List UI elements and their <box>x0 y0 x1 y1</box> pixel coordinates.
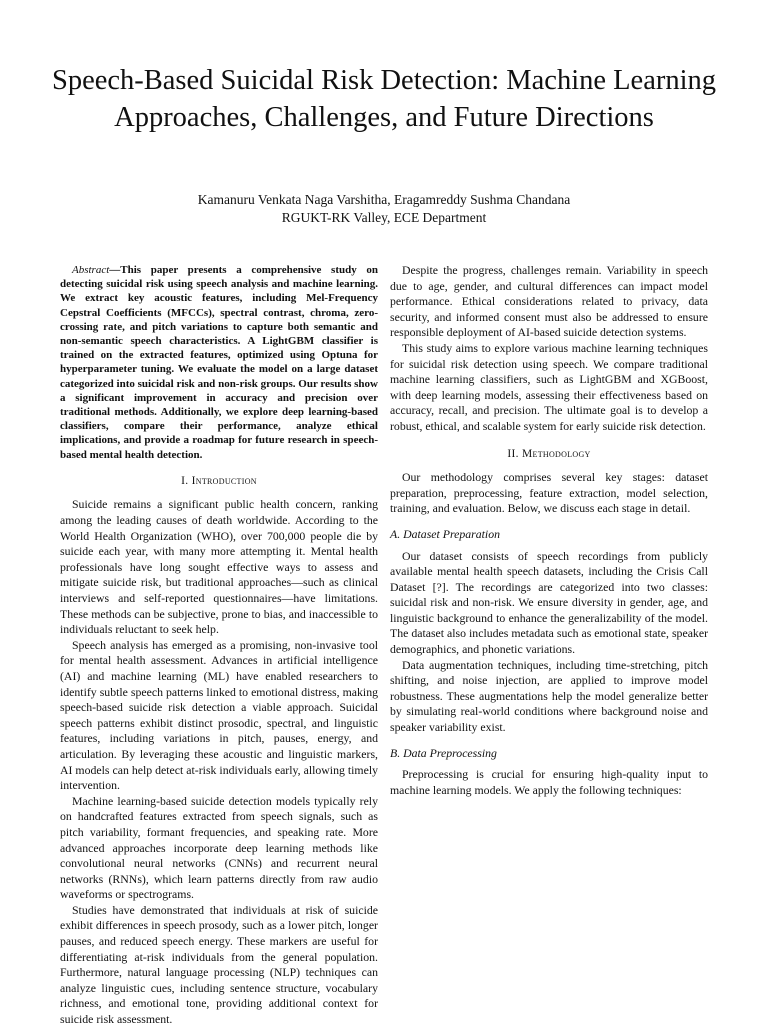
paragraph: Our methodology comprises several key stages: dataset preparation, preprocessing, feature extraction, model selection, training, and evaluation. Below, we discuss each stage in detail. <box>390 470 708 516</box>
paragraph: Our dataset consists of speech recordings from publicly available mental health speech datasets, including the Crisis Call Dataset [?]. The recordings are categorized into two classes: suicidal risk and non-risk. We ensure diversity in gender, age, and linguistic background to enhance the generalizability of the model. The dataset also includes metadata such as emotional state, speaker demographics, and phonetic variations. <box>390 548 708 657</box>
paragraph: Despite the progress, challenges remain. Variability in speech due to age, gender, and cultural differences can impact model performance. Ethical considerations related to privacy, data security, and informed consent must also be addressed to ensure responsible deployment of AI-based suicide detection systems. <box>390 263 708 340</box>
section-title: Introduction <box>191 474 257 487</box>
paragraph: Speech analysis has emerged as a promising, non-invasive tool for mental health assessment. Advances in artificial intelligence (AI) and machine learning (ML) have enabled researchers to identify subtle speech patterns linked to emotional distress, making speech-based suicide risk detection a viable approach. Suicidal speech patterns exhibit distinct prosodic, spectral, and linguistic features, including variations in pitch, pauses, energy, and articulation. By leveraging these acoustic and linguistic markers, AI models can help detect at-risk individuals early, allowing timely intervention. <box>60 637 378 793</box>
abstract-text: —This paper presents a comprehensive study on detecting suicidal risk using speech analysis and machine learning. We extract key acoustic features, including Mel-Frequency Cepstral Coefficients (MFCCs), spectral contrast, chroma, zero-crossing rate, and pitch variations to capture both semantic and non-semantic speech characteristics. A LightGBM classifier is trained on the extracted features, optimized using Optuna for hyperparameter tuning. We evaluate the model on a large dataset categorized into suicidal risk and non-risk groups. Our results show a significant improvement in accuracy and precision over traditional methods. Additionally, we explore deep learning-based classifiers, compare their performance, analyze ethical implications, and provide a roadmap for future research in speech-based mental health detection. <box>60 264 378 461</box>
paragraph: Data augmentation techniques, including time-stretching, pitch shifting, and noise injection, are applied to improve model robustness. These augmentations help the model generalize better by simulating real-world conditions where background noise and speaker variability exist. <box>390 657 708 735</box>
author-block <box>40 191 728 227</box>
paragraph: Suicide remains a significant public health concern, ranking among the leading causes of death worldwide. According to the World Health Organization (WHO), over 700,000 people die by suicide each year, with many more attempting it. Mental health professionals have long sought effective ways to assess and mitigate suicide risk, but traditional approaches—such as clinical interviews and self-reported questionnaires—have limitations. These methods can be subjective, prone to bias, and inaccessible to individuals reluctant to seek help. <box>60 497 378 637</box>
section-heading-introduction <box>60 474 378 490</box>
paragraph: Machine learning-based suicide detection models typically rely on handcrafted features extracted from speech signals, such as pitch variability, formant frequencies, and speaking rate. More advanced approaches incorporate deep learning methods like convolutional neural networks (CNNs) and recurrent neural networks (RNNs), which learn patterns directly from raw audio waveforms or spectrograms. <box>60 793 378 902</box>
section-title: Methodology <box>521 447 591 460</box>
section-heading-methodology <box>390 447 708 463</box>
abstract <box>60 263 378 462</box>
author-names: Kamanuru Venkata Naga Varshitha, Eragamreddy Sushma Chandana <box>197 192 571 207</box>
subsection-heading-data-preprocessing: B. Data Preprocessing <box>390 745 497 760</box>
section-number: I. <box>181 474 189 487</box>
paragraph: Preprocessing is crucial for ensuring high-quality input to machine learning models. We apply the following techniques: <box>390 767 708 797</box>
left-column <box>60 263 378 1028</box>
subsection-heading-dataset-preparation: A. Dataset Preparation <box>390 526 500 541</box>
author-affiliation: RGUKT-RK Valley, ECE Department <box>281 210 487 225</box>
paragraph: Studies have demonstrated that individuals at risk of suicide exhibit differences in speech prosody, such as a lower pitch, longer pauses, and reduced speech energy. These markers are useful for differentiating at-risk individuals from the general population. Furthermore, natural language processing (NLP) techniques can analyze linguistic cues, including sentence structure, vocabulary richness, and emotional tone, providing additional context for suicide risk assessment. <box>60 902 378 1027</box>
paper-title: Speech-Based Suicidal Risk Detection: Machine Learning Approaches, Challenges, and Future Directions <box>51 65 717 133</box>
paragraph: This study aims to explore various machine learning techniques for suicidal risk detection using speech. We compare traditional machine learning classifiers, such as LightGBM and XGBoost, with deep learning models, assessing their effectiveness based on accuracy, recall, and precision. The ultimate goal is to develop a robust, ethical, and scalable system for early suicide risk detection. <box>390 340 708 433</box>
right-column <box>390 263 708 798</box>
section-number: II. <box>507 447 519 460</box>
abstract-label: Abstract <box>72 264 110 276</box>
